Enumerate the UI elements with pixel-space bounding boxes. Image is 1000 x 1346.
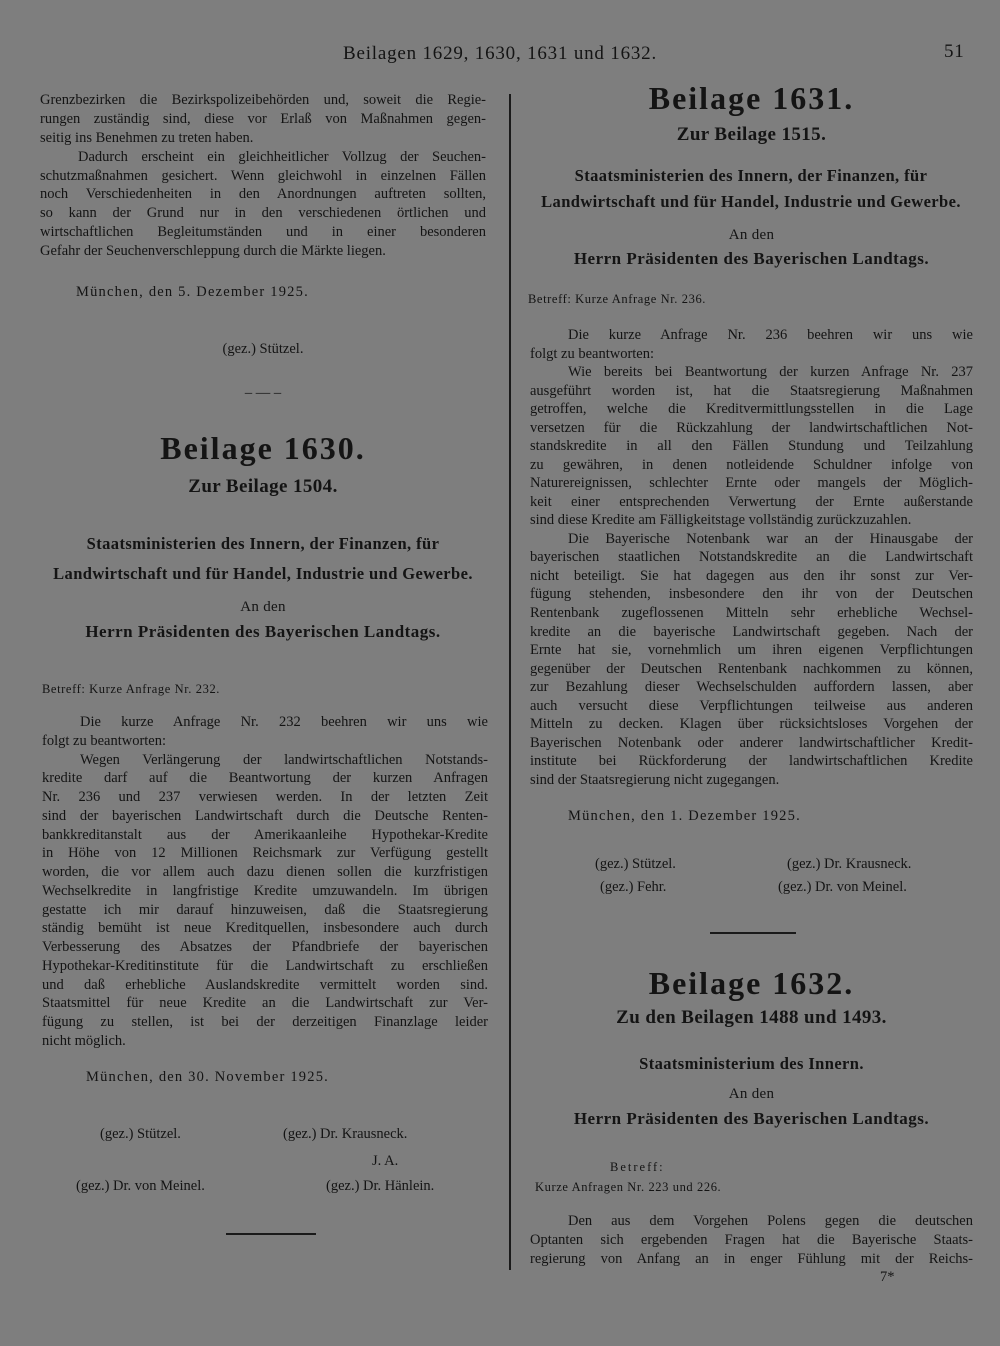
signature: (gez.) Dr. von Meinel. xyxy=(778,879,907,895)
section-subtitle: Zur Beilage 1504. xyxy=(188,476,338,497)
signature: (gez.) Stützel. xyxy=(595,856,676,872)
body-line: getroffen, welche die Kreditvermittlungsstellen in die Lage xyxy=(530,401,973,418)
body-line: nicht möglich. xyxy=(42,1032,126,1049)
section-separator: – — – xyxy=(244,385,282,401)
body-line: sind der bayerischen Landwirtschaft durch die Deutsche Renten- xyxy=(42,807,488,824)
signature: (gez.) Dr. von Meinel. xyxy=(76,1178,205,1194)
body-line: sind der Staatsregierung nicht zugegangen. xyxy=(530,771,780,788)
body-line: folgt zu beantworten: xyxy=(530,345,655,362)
addressee-prefix: An den xyxy=(728,227,775,243)
addressee: Herrn Präsidenten des Bayerischen Landtags. xyxy=(85,622,441,641)
body-line: worden, die vor allem auch dazu dienen sollen die kurzfristigen xyxy=(42,864,488,880)
body-line: Die kurze Anfrage Nr. 232 beehren wir uns wie xyxy=(80,714,488,730)
place-date: München, den 30. November 1925. xyxy=(86,1069,329,1085)
body-text xyxy=(42,713,488,1051)
signature-ia: J. A. xyxy=(372,1153,399,1169)
body-line: sind diese Kredite am Fälligkeitstage vollständig zurückzuzahlen. xyxy=(530,512,912,529)
addressee-prefix: An den xyxy=(240,599,286,615)
body-line: regierung von Anfang an in enger Fühlung mit der Reichs- xyxy=(530,1251,973,1267)
end-rule xyxy=(226,1233,316,1235)
body-line: folgt zu beantworten: xyxy=(42,732,167,749)
body-line: Rentenbank zugeflossenen Mitteln sehr erhebliche Wechsel- xyxy=(530,604,973,621)
body-line: standskredite in all den Fällen Stundung und Teilzahlung xyxy=(530,438,973,455)
continuation-text xyxy=(40,91,486,261)
body-line: fügung zu stellen, ist bei der derzeitigen Finanzlage leider xyxy=(42,1014,488,1030)
body-line: bankkreditanstalt aus der Amerikaanleihe Hypothekar-Kredite xyxy=(42,826,488,843)
signature: (gez.) Dr. Hänlein. xyxy=(326,1178,435,1194)
signature: (gez.) Dr. Krausneck. xyxy=(283,1126,408,1142)
place-date: München, den 1. Dezember 1925. xyxy=(568,808,801,824)
addressee: Herrn Präsidenten des Bayerischen Landtags. xyxy=(573,249,930,268)
body-line: Nr. 236 und 237 verwiesen werden. In der letzten Zeit xyxy=(42,789,488,805)
ministry-line: Staatsministerium des Innern. xyxy=(639,1054,864,1073)
body-line: gestatte ich mir darauf hinzuweisen, daß die Staatsregierung xyxy=(42,901,488,918)
body-line: ständig bemüht ist neue Kreditquellen, insbesondere auch durch xyxy=(42,920,488,937)
body-line: noch Verschiedenheiten in den Anordnungen auftreten sollten, xyxy=(40,186,486,203)
body-line: Bayerischen Notenbank oder anderer landwirtschaftlicher Kredit- xyxy=(530,734,973,751)
body-line: versetzen für die Rückzahlung der landwirtschaftlichen Not- xyxy=(530,419,973,436)
section-title: Beilage 1632. xyxy=(648,965,855,1001)
body-line: institute bei Rückforderung der landwirtschaftlichen Kredite xyxy=(530,753,973,770)
signature: (gez.) Fehr. xyxy=(600,879,667,895)
body-line: ausgeführt worden ist, hat die Staatsregierung Maßnahmen xyxy=(530,382,973,399)
ministry-line: Staatsministerien des Innern, der Finanzen, für xyxy=(86,534,440,553)
body-line: rungen zuständig sind, diese vor Erlaß von Maßnahmen gegen- xyxy=(40,110,486,127)
running-header: Beilagen 1629, 1630, 1631 und 1632. xyxy=(342,43,658,64)
body-line: Ernte hat sie, vornehmlich um ihren eigenen Verpflichtungen xyxy=(530,642,973,659)
body-line: in Höhe von 12 Millionen Reichsmark zur Verfügung gestellt xyxy=(42,845,488,862)
subject-label: Betreff: xyxy=(610,1160,665,1174)
body-line: fügung stehenden, insbesondere den ihr von der Deutschen xyxy=(530,586,973,603)
body-line: Wegen Verlängerung der landwirtschaftlichen Notstands- xyxy=(80,751,488,768)
body-line: kredite darf auf die Beantwortung der kurzen Anfragen xyxy=(42,770,488,787)
section-subtitle: Zu den Beilagen 1488 und 1493. xyxy=(616,1007,887,1028)
body-line: Die Bayerische Notenbank war an der Hinausgabe der xyxy=(568,530,973,547)
ministry-line: Landwirtschaft und für Handel, Industrie und Gewerbe. xyxy=(541,192,961,211)
body-text xyxy=(530,326,973,789)
body-line: Staatsmittel für neue Kredite an die Landwirtschaft zur Ver- xyxy=(42,995,488,1012)
place-date: München, den 5. Dezember 1925. xyxy=(76,284,309,300)
body-line: Mitteln zu decken. Klagen über rücksichtsloses Vorgehen der xyxy=(530,716,973,733)
ministry-line: Landwirtschaft und für Handel, Industrie und Gewerbe. xyxy=(53,564,473,583)
subject-line: Betreff: Kurze Anfrage Nr. 236. xyxy=(528,292,707,306)
body-line: bayerischen staatlichen Notstandskredite an die Landwirtschaft xyxy=(530,549,973,566)
body-line: Wechselkredite in langfristige Kredite umzuwandeln. Im übrigen xyxy=(42,882,488,899)
body-line: gegenüber der Deutschen Rentenbank nachkommen zu können, xyxy=(530,660,973,677)
body-line: Wie bereits bei Beantwortung der kurzen Anfrage Nr. 237 xyxy=(568,364,973,381)
body-line: Den aus dem Vorgehen Polens gegen die deutschen xyxy=(568,1213,973,1229)
body-line: seitig ins Benehmen zu treten haben. xyxy=(40,129,254,146)
section-title: Beilage 1631. xyxy=(648,80,855,116)
body-line: auch versucht diese Verpflichtungen teilweise aus anderen xyxy=(530,697,973,714)
body-line: zur Bezahlung dieser Wechselschulden auffordern lassen, aber xyxy=(530,679,973,696)
body-line: Die kurze Anfrage Nr. 236 beehren wir uns wie xyxy=(568,327,973,343)
section-subtitle: Zur Beilage 1515. xyxy=(676,124,827,145)
body-line: Dadurch erscheint ein gleichheitlicher Vollzug der Seuchen- xyxy=(78,148,486,165)
body-line: Hypothekar-Kreditinstitute für die Landwirtschaft zu erschließen xyxy=(42,957,488,974)
body-line: Grenzbezirken die Bezirkspolizeibehörden und, soweit die Regie- xyxy=(40,92,486,108)
body-line: Naturereignissen, schlechter Ernte oder mangels der Möglich- xyxy=(530,475,973,492)
signature: (gez.) Dr. Krausneck. xyxy=(787,856,912,872)
body-line: schutzmaßnahmen gesichert. Wenn gleichwohl in einzelnen Fällen xyxy=(40,167,486,184)
body-line: kredite an die bayerische Landwirtschaft gegeben. Nach der xyxy=(530,623,973,640)
body-text xyxy=(530,1212,973,1269)
column-divider xyxy=(509,94,511,1270)
body-line: Verbesserung des Absatzes der Pfandbriefe der bayerischen xyxy=(42,939,488,955)
body-line: Gefahr der Seuchenverschleppung durch die Märkte liegen. xyxy=(40,243,386,260)
page-number: 51 xyxy=(944,41,965,62)
end-rule xyxy=(710,932,796,934)
signature: (gez.) Stützel. xyxy=(100,1126,181,1142)
signature: (gez.) Stützel. xyxy=(222,341,304,357)
section-title: Beilage 1630. xyxy=(160,430,366,466)
subject-line: Kurze Anfragen Nr. 223 und 226. xyxy=(535,1180,722,1194)
addressee: Herrn Präsidenten des Bayerischen Landtags. xyxy=(573,1109,930,1128)
body-line: keit einer entsprechenden Verwertung der Ernte außerstande xyxy=(530,493,973,510)
subject-line: Betreff: Kurze Anfrage Nr. 232. xyxy=(42,682,221,696)
body-line: und daß erhebliche Auslandskredite vermittelt worden sind. xyxy=(42,976,488,993)
body-line: so kann der Grund nur in den verschiedenen örtlichen und xyxy=(40,205,486,222)
ministry-line: Staatsministerien des Innern, der Finanzen, für xyxy=(574,166,928,185)
signature-mark: 7* xyxy=(880,1269,895,1285)
addressee-prefix: An den xyxy=(728,1086,775,1102)
body-line: wirtschaftlichen Begleitumständen und in einer besonderen xyxy=(40,224,486,241)
body-line: nicht beteiligt. Sie hat dagegen aus den ihr sonst zur Ver- xyxy=(530,567,973,584)
body-line: Optanten sich ergebenden Fragen hat die Bayerische Staats- xyxy=(530,1232,973,1248)
body-line: zu gewähren, in denen notleidende Schuldner infolge von xyxy=(530,456,973,473)
